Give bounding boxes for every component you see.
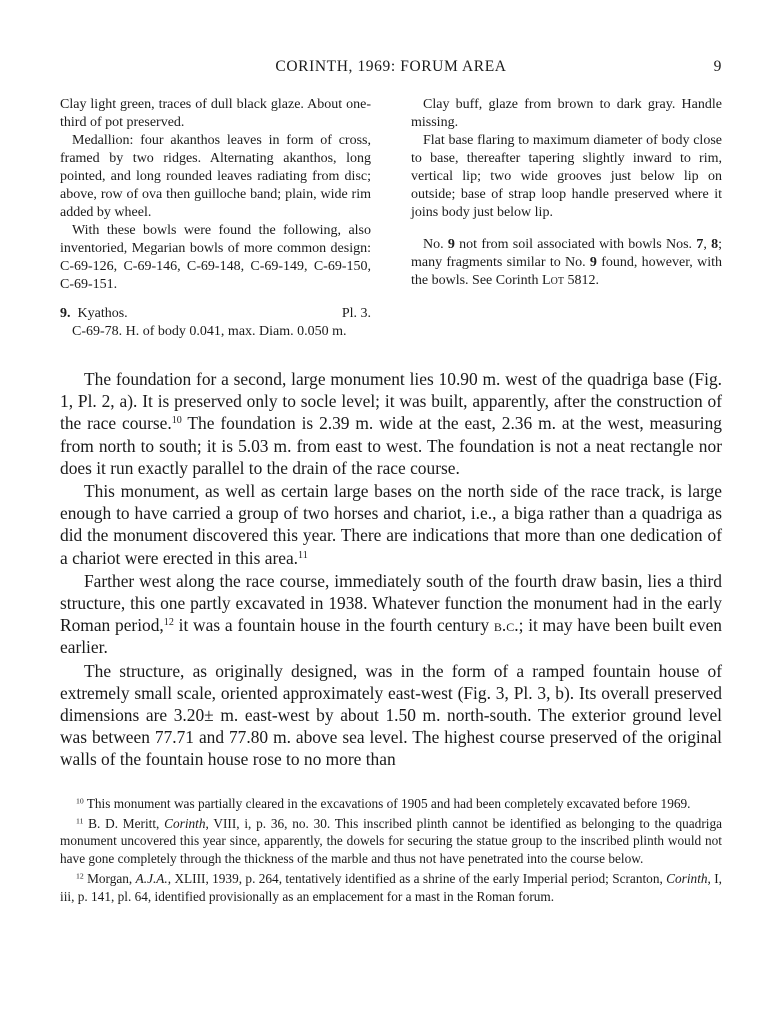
left-col-para: Clay light green, traces of dull black glaze. About one-third of pot preserved.: [60, 97, 371, 130]
footnote-number: 10: [76, 796, 84, 806]
left-col-para: C-69-78. H. of body 0.041, max. Diam. 0.050 m.: [72, 324, 347, 339]
body-paragraph: The foundation for a second, large monument lies 10.90 m. west of the quadriga base (Fig. 1, Pl. 2, a). It is preserved only to socle level; it was built, apparently, after the construction of the race course.$^{10}$ The foundation is 2.39 m. wide at the east, 2.36 m. at the west, measuring from north to south; it is 5.03 m. from east to west. The foundation is not a neat rectangle nor does it run exactly parallel to the drain of the race course.: [60, 369, 723, 478]
running-head: [60, 58, 722, 82]
footnotes: [60, 795, 722, 905]
left-col-para: Medallion: four akanthos leaves in form of cross, framed by two ridges. Alternating akanthos, long pointed, and long rounded leaves radiating from disc; above, row of ova then guilloche band; plain, wide rim added by wheel.: [60, 133, 371, 220]
running-title: CORINTH, 1969: FORUM AREA: [275, 58, 507, 75]
right-column: [411, 96, 722, 341]
footnote: $^{12}$ Morgan, A.J.A., XLIII, 1939, p. 264, tentatively identified as a shrine of the early Imperial period; Scranton, Corinth, I, iii, p. 141, pl. 64, identified provisionally as an emplacement for a mast in the Roman forum.: [60, 871, 722, 904]
plate-reference: Pl. 3.: [341, 306, 371, 321]
footnote-ref[interactable]: 10: [171, 415, 182, 427]
footnote-number: 12: [76, 871, 84, 881]
right-col-para: Flat base flaring to maximum diameter of body close to base, thereafter tapering slightly inward to rim, vertical lip; two wide grooves just below lip on outside; base of strap loop handle preserved where it joins body just below lip.: [411, 133, 722, 220]
main-text: [60, 368, 722, 771]
footnote-ref[interactable]: 11: [298, 549, 308, 561]
body-paragraph: The structure, as originally designed, was in the form of a ramped fountain house of extremely small scale, oriented approximately east-west (Fig. 3, Pl. 3, b). Its overall preserved dimensions are 3.20± m. east-west by about 1.50 m. north-south. The exterior ground level was between 77.71 and 77.80 m. above sea level. The highest course preserved of the original walls of the fountain house rose to no more than: [60, 660, 722, 770]
footnote: $^{10}$ This monument was partially cleared in the excavations of 1905 and had been completely excavated before 1969.: [76, 795, 691, 811]
body-paragraph: This monument, as well as certain large bases on the north side of the race track, is large enough to have carried a group of two horses and chariot, i.e., a biga rather than a quadriga as did the monument discovered this year. There are indications that more than one dedication of a chariot were erected in this area.$^{11}$: [60, 481, 722, 568]
footnote: $^{11}$ B. D. Meritt, Corinth, VIII, i, p. 36, no. 30. This inscribed plinth cannot be identified as belonging to the quadriga monument uncovered this year since, apparently, the dowels for securing the statue group to the inscribed plinth would not have gone completely through the thickness of the marble and thus not have penetrated into the course below.: [60, 816, 722, 866]
right-col-para: Clay buff, glaze from brown to dark gray. Handle missing.: [411, 97, 722, 130]
catalogue-columns: [60, 96, 722, 341]
right-col-para: No. 9 not from soil associated with bowls Nos. 7, 8; many fragments similar to No. 9 found, however, with the bowls. See Corinth Lot 5812.: [411, 237, 722, 288]
left-column: [60, 96, 371, 341]
page: [60, 58, 722, 905]
footnote-ref[interactable]: 12: [163, 617, 174, 629]
body-paragraph: Farther west along the race course, immediately south of the fourth draw basin, lies a third structure, this one partly excavated in 1938. Whatever function the monument had in the early Roman period,$^{12}$ it was a fountain house in the fourth century b.c.; it may have been built even earlier.: [60, 570, 722, 658]
catalogue-entry-heading: [60, 305, 371, 323]
left-col-para: With these bowls were found the following, also inventoried, Megarian bowls of more common design: C-69-126, C-69-146, C-69-148, C-69-149, C-69-150, C-69-151.: [60, 223, 371, 292]
catalogue-item-name: Kyathos.: [77, 306, 128, 321]
footnote-number: 11: [76, 816, 84, 826]
catalogue-number: 9.: [60, 306, 71, 321]
page-number: 9: [713, 58, 722, 75]
